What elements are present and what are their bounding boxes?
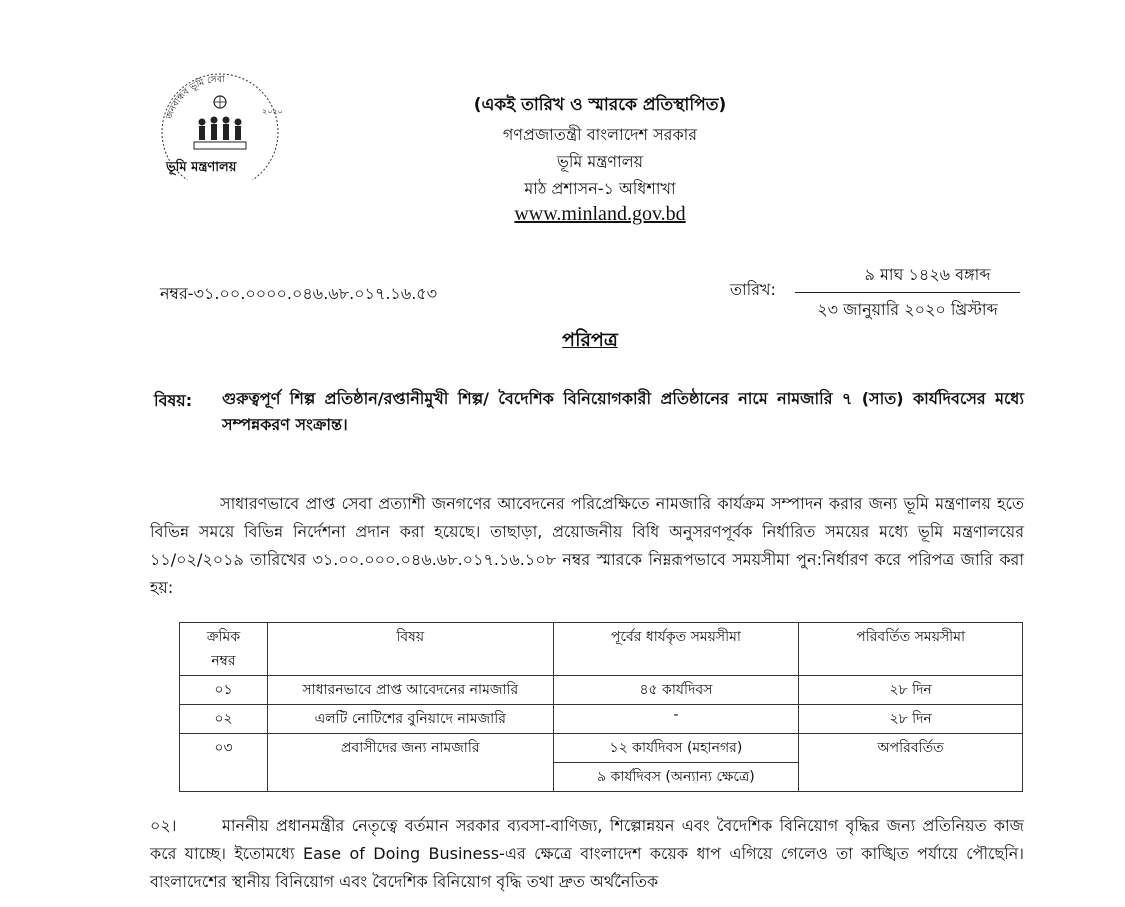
replacement-note: (একই তারিখ ও স্মারকে প্রতিস্থাপিত) xyxy=(473,95,727,115)
table-cell: ৪৫ কার্যদিবস xyxy=(553,676,799,705)
timeline-table xyxy=(179,622,1023,792)
table-cell: সাধারনভাবে প্রাপ্ত আবেদনের নামজারি xyxy=(267,676,553,705)
website-link[interactable]: www.minland.gov.bd xyxy=(514,203,686,225)
table-cell: প্রবাসীদের জন্য নামজারি xyxy=(267,734,553,792)
table-header: বিষয় xyxy=(267,623,553,676)
document-title: পরিপত্র xyxy=(562,329,618,351)
date-label: তারিখ: xyxy=(730,280,776,299)
government-name: গণপ্রজাতন্ত্রী বাংলাদেশ সরকার xyxy=(502,125,698,144)
date-block xyxy=(795,262,1020,324)
date-bangla: ৯ মাঘ ১৪২৬ বঙ্গাব্দ xyxy=(795,262,1020,293)
subject-label: বিষয়: xyxy=(154,391,193,410)
table-header: পূর্বের ধার্যকৃত সময়সীমা xyxy=(553,623,799,676)
table-cell: ২৮ দিন xyxy=(799,676,1023,705)
ministry-name: ভূমি মন্ত্রণালয় xyxy=(556,152,644,171)
table-cell: ৯ কার্যদিবস (অন্যান্য ক্ষেত্রে) xyxy=(553,763,799,792)
table-row xyxy=(180,734,1023,763)
logo-caption: ভূমি মন্ত্রণালয় xyxy=(166,160,237,175)
paragraph-2 xyxy=(150,812,1024,896)
table-cell: ০৩ xyxy=(180,734,268,792)
subject-text: গুরুত্বপূর্ণ শিল্প প্রতিষ্ঠান/রপ্তানীমুখী শিল্প/ বৈদেশিক বিনিয়োগকারী প্রতিষ্ঠানের নামে নামজারি ৭ (সাত) কার্যদিবসের মধ্যে সম্পন্নকরণ সংক্রান্ত। xyxy=(222,389,1024,434)
table-header: পরিবর্তিত সময়সীমা xyxy=(799,623,1023,676)
table-header-row xyxy=(180,623,1023,676)
memo-number: নম্বর-৩১.০০.০০০০.০৪৬.৬৮.০১৭.১৬.৫৩ xyxy=(160,284,438,303)
wing-name: মাঠ প্রশাসন-১ অধিশাখা xyxy=(524,179,676,198)
date-gregorian: ২৩ জানুয়ারি ২০২০ খ্রিস্টাব্দ xyxy=(817,300,998,319)
table-cell: - xyxy=(553,705,799,734)
paragraph-2-text: মাননীয় প্রধানমন্ত্রীর নেতৃত্বে বর্তমান সরকার ব্যবসা-বাণিজ্য, শিল্পোন্নয়ন এবং বৈদেশিক বিনিয়োগ বৃদ্ধির জন্য প্রতিনিয়ত কাজ করে যাচ্ছে। ইতোমধ্যে Ease of Doing Business-এর ক্ষেত্রে বাংলাদেশ কয়েক ধাপ এগিয়ে গেলেও তা কাঙ্খিত পর্যায়ে পৌছেনি। বাংলাদেশের স্থানীয় বিনিয়োগ এবং বৈদেশিক বিনিয়োগ বৃদ্ধি তথা দ্রুত অর্থনৈতিক xyxy=(150,816,1024,891)
table-cell: ০১ xyxy=(180,676,268,705)
table-cell: এলটি নোটিশের বুনিয়াদে নামজারি xyxy=(267,705,553,734)
logo-ring-text: জনবান্ধব ভূমি সেবা xyxy=(164,74,225,121)
table-header: ক্রমিক নম্বর xyxy=(180,623,268,676)
paragraph-1: সাধারণভাবে প্রাপ্ত সেবা প্রত্যাশী জনগণের আবেদনের পরিপ্রেক্ষিতে নামজারি কার্যক্রম সম্পাদন করার জন্য ভূমি মন্ত্রণালয় হতে বিভিন্ন সময়ে বিভিন্ন নির্দেশনা প্রদান করা হয়েছে। তাছাড়া, প্রয়োজনীয় বিধি অনুসরণপূর্বক নির্ধারিত সময়ের মধ্যে ভূমি মন্ত্রণালয়ের ১১/০২/২০১৯ তারিখের ৩১.০০.০০০.০৪৬.৬৮.০১৭.১৬.১০৮ নম্বর স্মারকে নিম্নরূপভাবে সময়সীমা পুন:নির্ধারণ করে পরিপত্র জারি করা হয়: xyxy=(150,494,1024,597)
table-cell: ১২ কার্যদিবস (মহানগর) xyxy=(553,734,799,763)
table-cell: অপরিবর্তিত xyxy=(799,734,1023,792)
table-cell: ২৮ দিন xyxy=(799,705,1023,734)
table-row xyxy=(180,705,1023,734)
logo-year: ২০২০ xyxy=(262,107,283,116)
table-row xyxy=(180,676,1023,705)
table-cell: ০২ xyxy=(180,705,268,734)
paragraph-number: ০২। xyxy=(150,816,177,835)
